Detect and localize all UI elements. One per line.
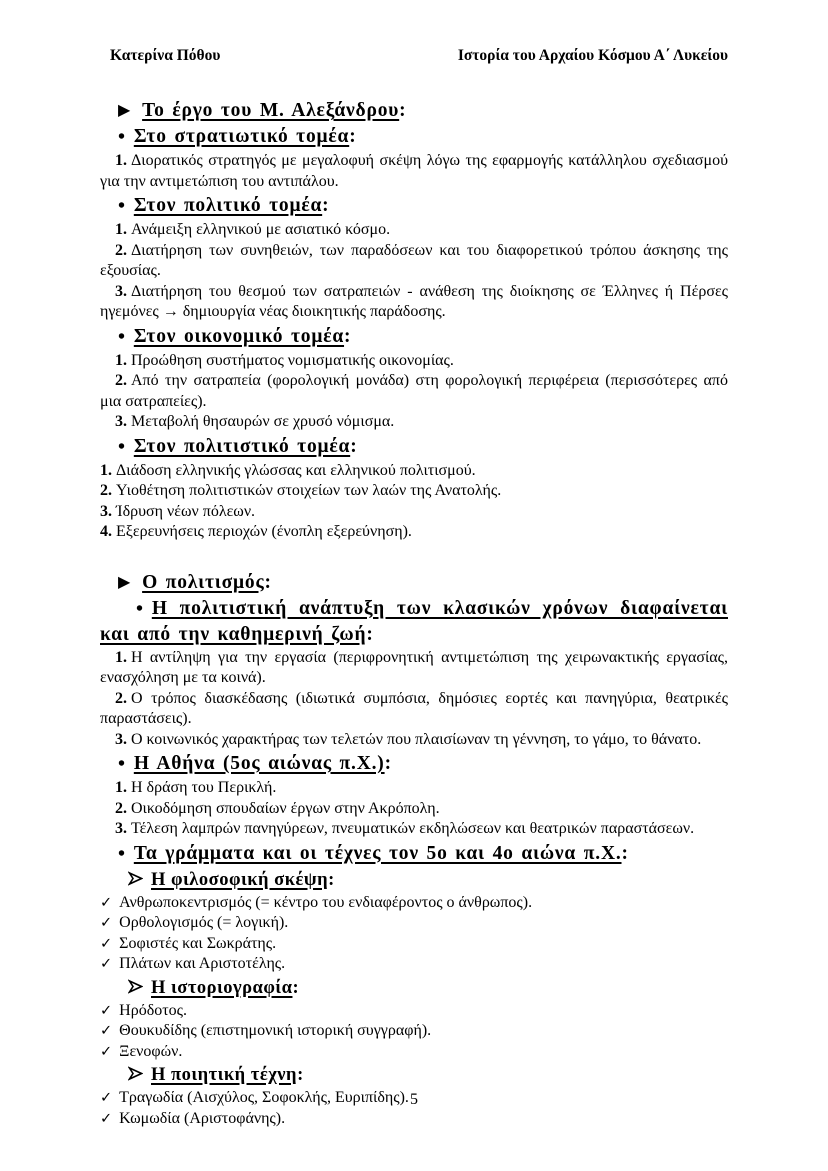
arrowhead-icon [128,868,143,892]
item-text: Ο τρόπος διασκέδασης (ιδιωτικά συμπόσια, δημόσιες εορτές και πανηγύρια, θεατρικές παραστάσεις). [100,689,728,727]
heading-ergo-alexandrou [118,97,728,123]
subheading-grammata-texnes [118,841,728,867]
arrowhead-icon [128,976,143,1000]
subsubheading-filosofiki-skepsi [128,868,728,892]
heading-colon: : [350,435,358,457]
item-number: 1. [115,779,127,796]
item-text: Μεταβολή θησαυρών σε χρυσό νόμισμα. [131,413,395,430]
heading-text: Ο πολιτισμός [142,571,265,593]
heading-colon: : [264,571,272,593]
item-text: Ο κοινωνικός χαρακτήρας των τελετών που πλαισίωναν τη γέννηση, το γάμο, το θάνατο. [131,730,702,748]
heading-colon: : [344,325,352,347]
subheading-athina [118,751,728,777]
subheading-politistiko-tomea [118,434,728,460]
list-item [100,461,728,482]
check-item [100,1001,728,1022]
list-item [100,282,728,323]
list-item [100,241,728,282]
bullet-icon: • [118,753,126,775]
check-item [100,913,728,934]
item-text: Πλάτων και Αριστοτέλης. [119,955,286,972]
subheading-oikonomiko-tomea [118,324,728,350]
item-text: Ηρόδοτος. [119,1001,187,1019]
check-icon: ✓ [100,1110,113,1127]
heading-colon: : [328,869,335,890]
bullet-icon: • [118,325,126,348]
item-number: 3. [115,282,127,300]
list-item [100,220,728,241]
list-item [100,648,728,689]
item-text: Κωμωδία (Αριστοφάνης). [119,1109,286,1127]
list-item [100,351,728,372]
heading-politismos [118,569,728,595]
item-number: 1. [115,648,127,666]
list-item [100,730,728,751]
list-item [100,819,728,840]
heading-colon: : [322,195,330,216]
item-text: Θουκυδίδης (επιστημονική ιστορική συγγραφή). [119,1022,432,1039]
header-author: Κατερίνα Πόθου [110,47,221,64]
item-text: Ίδρυση νέων πόλεων. [116,502,256,520]
item-text: Διορατικός στρατηγός με μεγαλοφυή σκέψη λόγω της εφαρμογής κατάλληλου σχεδιασμού για την αντιμετώπιση του αντιπάλου. [100,152,728,190]
check-icon: ✓ [100,956,113,972]
bullet-icon: • [118,842,126,865]
list-item [100,371,728,412]
check-item [100,1042,728,1063]
heading-colon: : [621,842,629,864]
item-text: Οικοδόμηση σπουδαίων έργων στην Ακρόπολη. [131,799,440,817]
heading-colon: : [297,1065,304,1085]
heading-text: Στο στρατιωτικό τομέα [133,126,350,147]
list-item [100,799,728,820]
item-text: Η δράση του Περικλή. [131,779,277,796]
check-item [100,1109,728,1130]
check-icon: ✓ [100,1090,113,1106]
heading-colon: : [349,126,357,147]
item-text: Τραγωδία (Αισχύλος, Σοφοκλής, Ευριπίδης). [119,1089,409,1106]
check-item [100,954,728,975]
item-number: 1. [115,152,127,169]
check-item [100,934,728,955]
list-item [100,689,728,730]
item-number: 4. [100,523,112,540]
item-text: Διατήρηση του θεσμού των σατραπειών - ανάθεση της διοίκησης σε Έλληνες ή Πέρσες ηγεμόνες → δημιουργία νέας διοικητικής παράδοσης. [100,282,728,320]
item-number: 2. [100,482,112,499]
list-item [100,151,728,192]
item-number: 1. [115,221,127,238]
item-text: Υιοθέτηση πολιτιστικών στοιχείων των λαών της Ανατολής. [116,482,502,499]
heading-colon: : [384,753,392,774]
check-icon: ✓ [100,1002,113,1019]
header-course-title: Ιστορία του Αρχαίου Κόσμου Α΄ Λυκείου [457,47,728,64]
list-item [100,502,728,523]
heading-text: Τα γράμματα και οι τέχνες τον 5ο και 4ο αιώνα π.Χ. [133,842,622,864]
item-text: Ξενοφών. [119,1042,183,1060]
item-number: 1. [115,351,127,369]
item-number: 2. [115,372,127,389]
page-number: 5 [410,1091,418,1108]
heading-text: Στον οικονομικό τομέα [133,325,345,347]
item-number: 2. [115,689,127,707]
item-text: Διατήρηση των συνηθειών, των παραδόσεων και του διαφορετικού τρόπου άσκησης της εξουσίας. [100,241,728,279]
heading-colon: : [399,100,407,121]
subheading-politiko-tomea [118,193,728,219]
check-item [100,893,728,914]
item-text: Διάδοση ελληνικής γλώσσας και ελληνικού πολιτισμού. [116,461,476,479]
check-icon: ✓ [100,1023,113,1039]
check-item [100,1021,728,1042]
heading-colon: : [366,623,374,645]
item-text: Ορθολογισμός (= λογική). [119,914,289,931]
check-icon: ✓ [100,1043,113,1060]
subheading-politistiki-anaptyxi [100,596,728,647]
bullet-icon: • [136,597,144,620]
item-text: Σοφιστές και Σωκράτης. [119,934,277,952]
item-text: Προώθηση συστήματος νομισματικής οικονομίας. [131,351,454,369]
heading-text: Η ιστοριογραφία [151,977,293,998]
item-number: 3. [100,502,112,520]
heading-text: Το έργο του Μ. Αλεξάνδρου [142,100,400,121]
subsubheading-poiitiki-texni [128,1063,728,1087]
arrowhead-icon [128,1063,143,1087]
list-item [100,481,728,502]
triangle-icon: ▶ [118,100,132,119]
subsubheading-istoriografia [128,976,728,1000]
heading-text: Η πολιτιστική ανάπτυξη των κλασικών χρόνων διαφαίνεται και από την καθημερινή ζωή [100,597,728,645]
item-number: 1. [100,461,112,479]
item-text: Εξερευνήσεις περιοχών (ένοπλη εξερεύνηση). [116,523,412,540]
item-number: 2. [115,799,127,817]
heading-text: Στον πολιτιστικό τομέα [133,435,351,457]
bullet-icon: • [118,195,126,217]
item-number: 3. [115,413,127,430]
check-icon: ✓ [100,894,113,911]
heading-text: Η ποιητική τέχνη [151,1065,298,1085]
heading-text: Η φιλοσοφική σκέψη [151,869,329,890]
triangle-icon: ▶ [118,571,132,591]
heading-text: Η Αθήνα (5ος αιώνας π.Χ.) [133,753,385,774]
item-text: Η αντίληψη για την εργασία (περιφρονητική αντιμετώπιση της χειρωνακτικής εργασίας, ενασχόληση με τα κοινά). [100,648,728,686]
heading-text: Στον πολιτικό τομέα [133,195,323,216]
heading-colon: : [292,977,300,998]
item-text: Τέλεση λαμπρών πανηγύρεων, πνευματικών εκδηλώσεων και θεατρικών παραστάσεων. [131,820,695,837]
subheading-stratiotiko-tomea [118,124,728,150]
list-item [100,522,728,543]
item-number: 3. [115,730,127,748]
item-text: Από την σατραπεία (φορολογική μονάδα) στη φορολογική περιφέρεια (περισσότερες από μια σατραπείες). [100,372,728,410]
check-icon: ✓ [100,915,113,931]
bullet-icon: • [118,126,126,148]
item-text: Ανθρωποκεντρισμός (= κέντρο του ενδιαφέροντος ο άνθρωπος). [119,893,533,911]
item-number: 3. [115,820,127,837]
page-header [100,46,728,65]
item-text: Ανάμειξη ελληνικού με ασιατικό κόσμο. [131,221,391,238]
check-icon: ✓ [100,935,113,952]
list-item [100,412,728,433]
list-item [100,778,728,799]
item-number: 2. [115,241,127,259]
bullet-icon: • [118,435,126,458]
